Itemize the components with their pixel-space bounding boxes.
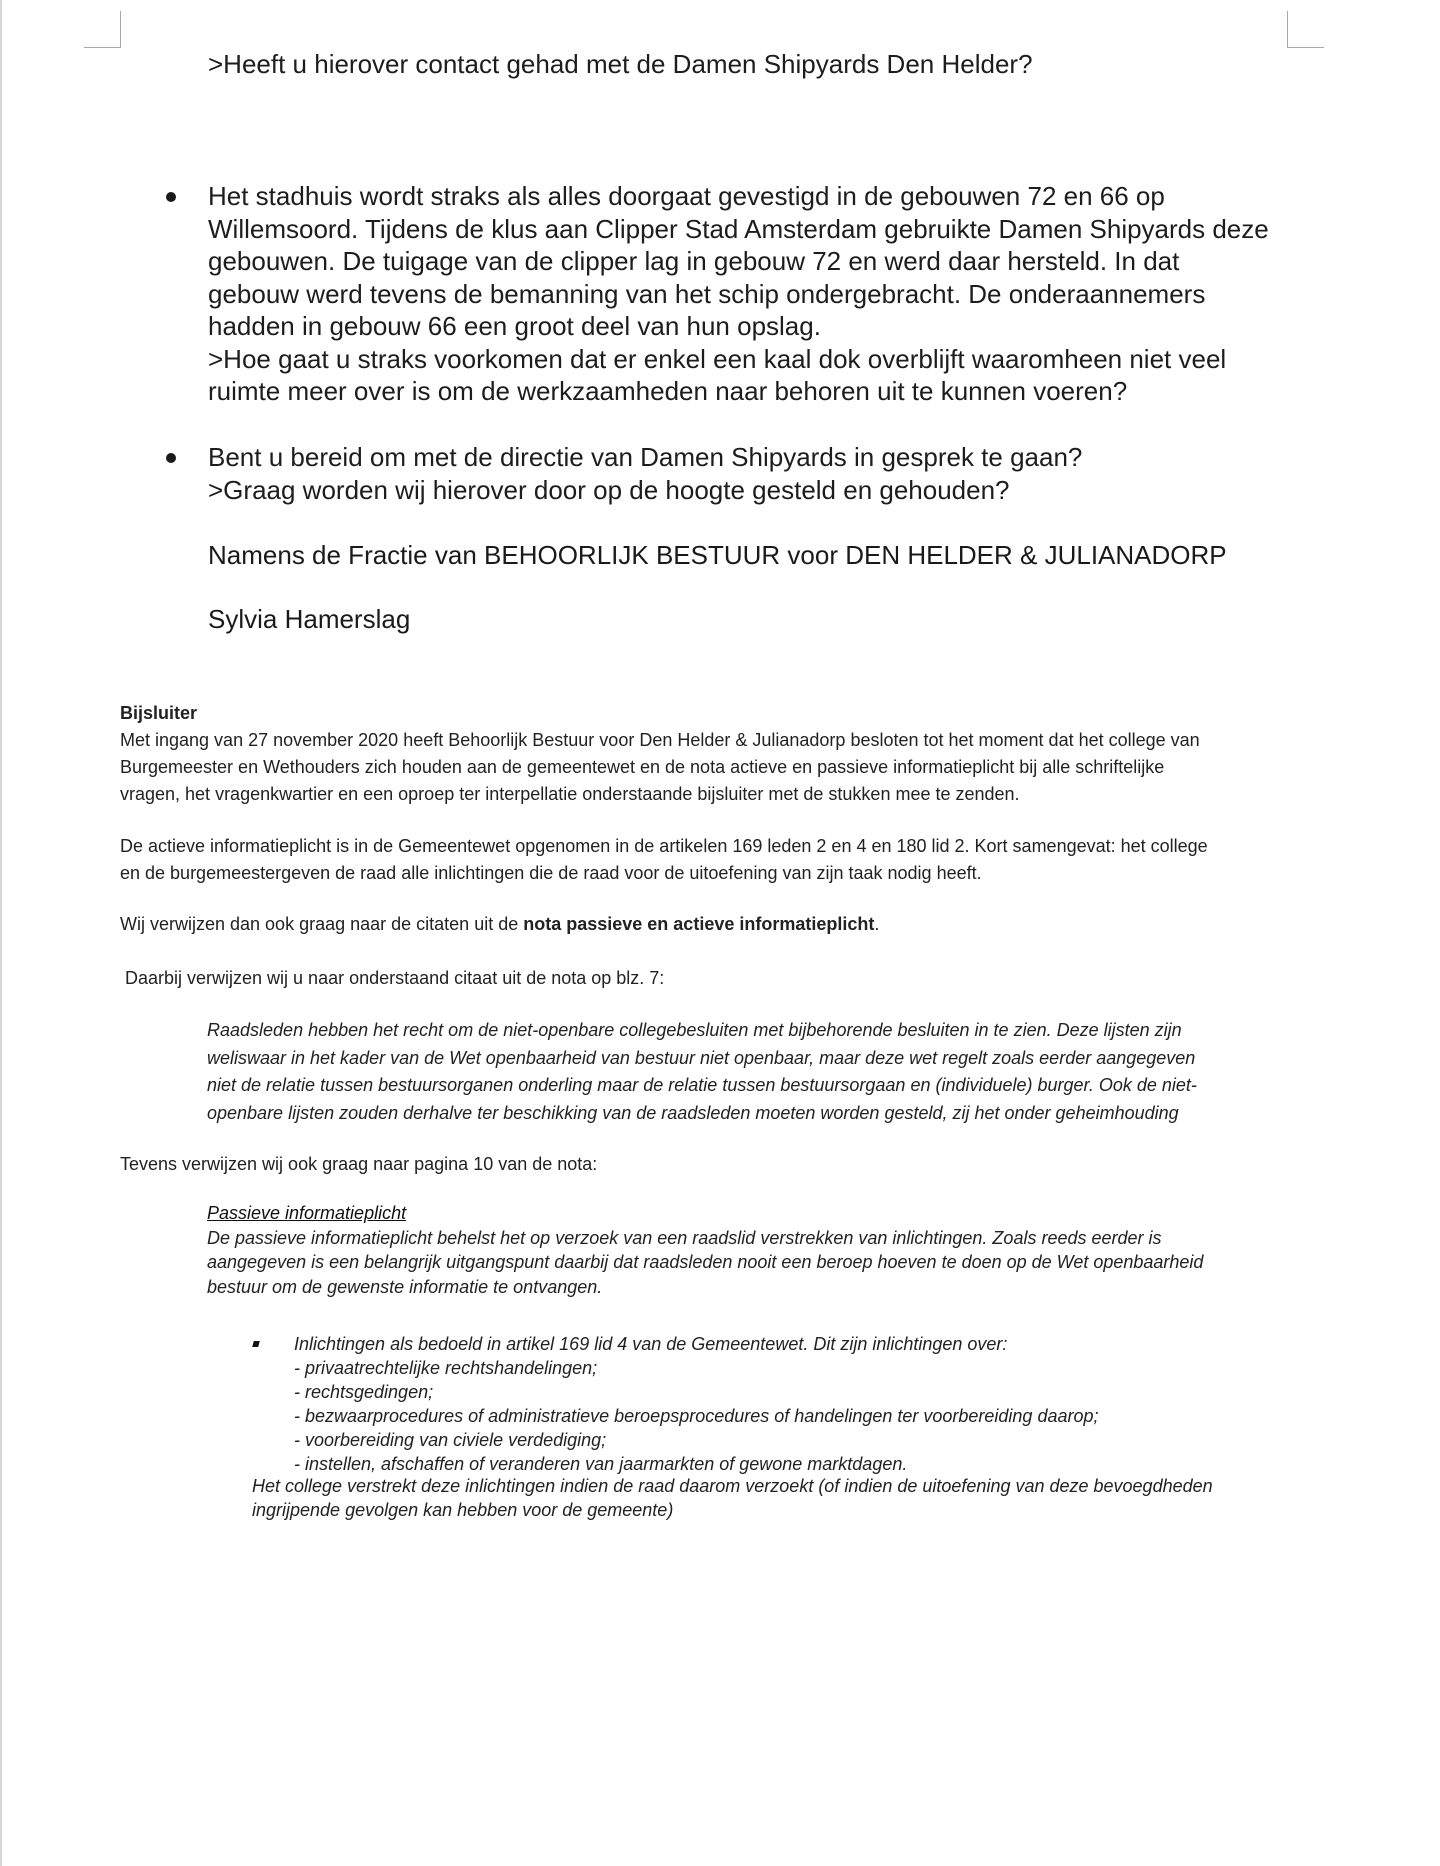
list-item: - privaatrechtelijke rechtshandelingen; <box>294 1358 598 1378</box>
text-line: De passieve informatieplicht behelst het op verzoek van een raadslid verstrekken van inlichtingen. Zoals reeds eerder is <box>207 1227 1162 1248</box>
daarbij-paragraph: Daarbij verwijzen wij u naar onderstaand citaat uit de nota op blz. 7: <box>125 968 665 988</box>
crop-mark-left <box>84 11 121 48</box>
text-line: Burgemeester en Wethouders zich houden aan de gemeentewet en de nota actieve en passieve informatieplicht bij alle schriftelijke <box>120 757 1165 777</box>
text-line: Willemsoord. Tijdens de klus aan Clipper Stad Amsterdam gebruikte Damen Shipyards deze <box>208 213 1269 244</box>
text-line: De actieve informatieplicht is in de Gemeentewet opgenomen in de artikelen 169 leden 2 en 4 en 180 lid 2. Kort samengevat: het college <box>120 836 1208 856</box>
signature-on-behalf: Namens de Fractie van BEHOORLIJK BESTUUR voor DEN HELDER & JULIANADORP <box>208 540 1227 570</box>
verwijzen-paragraph <box>120 911 1290 938</box>
text-line: openbare lijsten zouden derhalve ter beschikking van de raadsleden moeten worden gesteld, zij het onder geheimhouding <box>207 1102 1179 1123</box>
actieve-informatieplicht-paragraph <box>120 833 1290 887</box>
text-line: gebouwen. De tuigage van de clipper lag in gebouw 72 en werd daar hersteld. In dat <box>208 246 1180 276</box>
bullet-icon <box>166 192 176 202</box>
text-line: hadden in gebouw 66 een groot deel van hun opslag. <box>208 311 821 341</box>
text-line: >Hoe gaat u straks voorkomen dat er enkel een kaal dok overblijft waaromheen niet veel <box>208 343 1227 374</box>
text-line: Het college verstrekt deze inlichtingen indien de raad daarom verzoekt (of indien de uitoefening van deze bevoegdheden <box>252 1476 1213 1496</box>
closing-paragraph <box>252 1474 1312 1522</box>
list-item: - bezwaarprocedures of administratieve beroepsprocedures of handelingen ter voorbereiding daarop; <box>294 1406 1099 1426</box>
list-item: - voorbereiding van civiele verdediging; <box>294 1430 607 1450</box>
bullet-icon <box>166 453 176 463</box>
text-line: weliswaar in het kader van de Wet openbaarheid van bestuur niet openbaar, maar deze wet regelt zoals eerder aangegeven <box>207 1047 1196 1068</box>
text-line: niet de relatie tussen bestuursorganen onderling maar de relatie tussen bestuursorgaan en (individuele) burger. Ook de niet- <box>207 1075 1197 1095</box>
text-line: ruimte meer over is om de werkzaamheden naar behoren uit te kunnen voeren? <box>208 376 1128 406</box>
signature-name: Sylvia Hamerslag <box>208 604 411 634</box>
quote-blz-7 <box>207 1017 1297 1127</box>
text-line: aangegeven is een belangrijk uitgangspunt daarbij dat raadsleden nooit een beroep hoeven te doen op de Wet openbaarheid <box>207 1252 1204 1272</box>
text-line: ingrijpende gevolgen kan hebben voor de gemeente) <box>252 1500 674 1520</box>
question-line: >Heeft u hierover contact gehad met de Damen Shipyards Den Helder? <box>208 49 1033 79</box>
page-edge <box>0 0 2 1866</box>
quote-heading: Passieve informatieplicht <box>207 1203 407 1223</box>
list-item: Inlichtingen als bedoeld in artikel 169 lid 4 van de Gemeentewet. Dit zijn inlichtingen over: <box>294 1334 1008 1354</box>
bijsluiter-heading: Bijsluiter <box>120 703 198 723</box>
text-line: Met ingang van 27 november 2020 heeft Behoorlijk Bestuur voor Den Helder & Julianadorp besloten tot het moment dat het college van <box>120 730 1200 750</box>
inlichtingen-list <box>294 1332 1294 1476</box>
nota-title: nota passieve en actieve informatieplicht <box>523 914 875 934</box>
quote-pagina-10 <box>207 1201 1297 1299</box>
crop-mark-right <box>1287 11 1324 48</box>
text-line: gebouw werd tevens de bemanning van het schip ondergebracht. De onderaannemers <box>208 278 1206 309</box>
bullet-icon <box>252 1341 260 1347</box>
text-span: Wij verwijzen dan ook graag naar de citaten uit de <box>120 914 524 934</box>
bullet-paragraph-directie <box>208 441 1308 506</box>
text-line: bestuur om de gewenste informatie te ontvangen. <box>207 1276 603 1297</box>
list-item: - rechtsgedingen; <box>294 1382 434 1402</box>
text-line: vragen, het vragenkwartier en een oproep ter interpellatie onderstaande bijsluiter met de stukken mee te zenden. <box>120 784 1020 804</box>
text-span: . <box>874 914 880 934</box>
text-line: Het stadhuis wordt straks als alles doorgaat gevestigd in de gebouwen 72 en 66 op <box>208 181 1165 211</box>
bijsluiter-paragraph <box>120 727 1290 808</box>
text-line: Bent u bereid om met de directie van Damen Shipyards in gesprek te gaan? <box>208 442 1083 472</box>
text-line: >Graag worden wij hierover door op de hoogte gesteld en gehouden? <box>208 474 1010 505</box>
text-line: en de burgemeestergeven de raad alle inlichtingen die de raad voor de uitoefening van zijn taak nodig heeft. <box>120 863 982 883</box>
list-item: - instellen, afschaffen of veranderen van jaarmarkten of gewone marktdagen. <box>294 1454 908 1474</box>
bullet-paragraph-stadhuis <box>208 180 1308 408</box>
tevens-paragraph: Tevens verwijzen wij ook graag naar pagina 10 van de nota: <box>120 1154 598 1174</box>
text-line: Raadsleden hebben het recht om de niet-openbare collegebesluiten met bijbehorende besluiten in te zien. Deze lijsten zijn <box>207 1020 1182 1040</box>
